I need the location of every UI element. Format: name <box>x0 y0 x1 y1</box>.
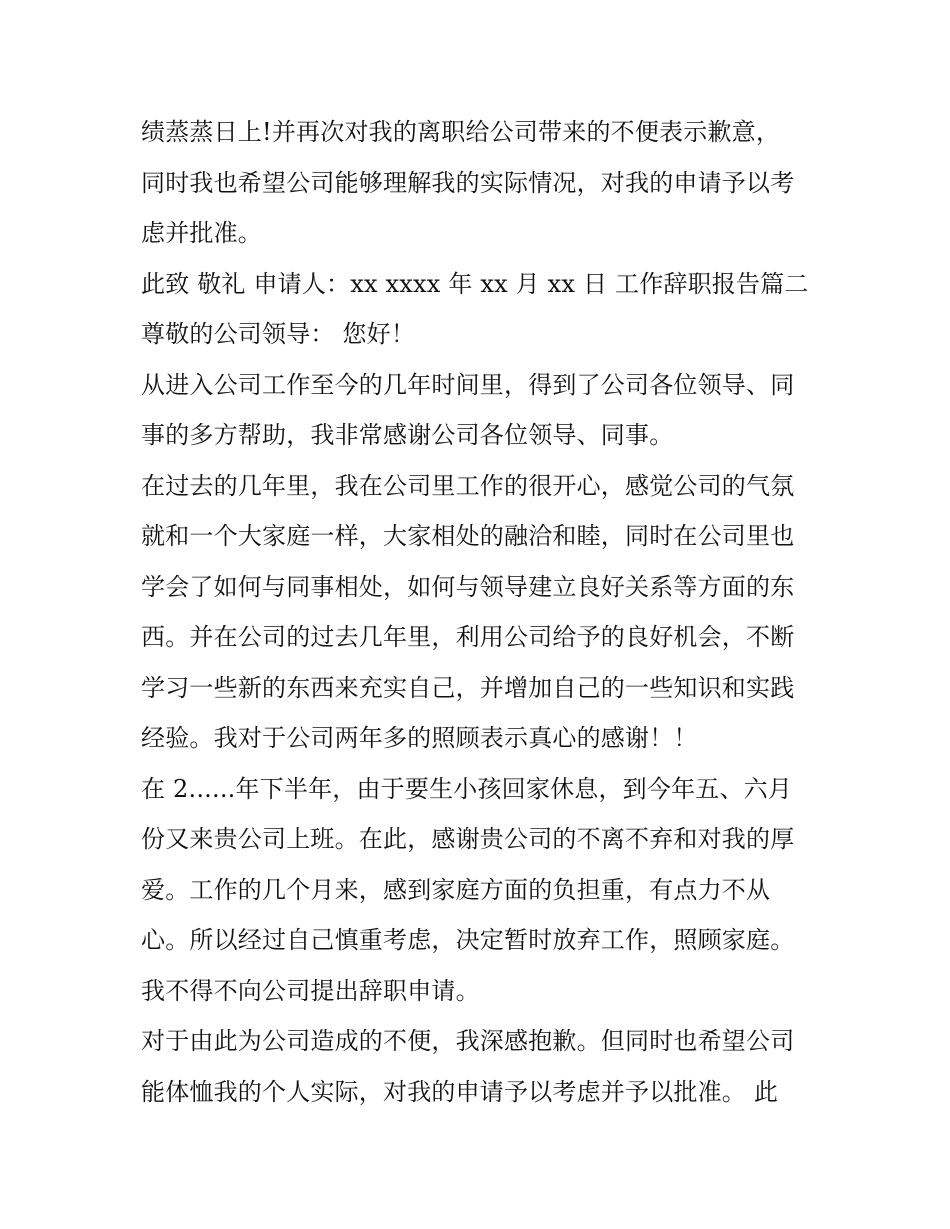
text-line-14: 在 2......年下半年，由于要生小孩回家休息，到今年五、六月 <box>141 774 793 803</box>
text-line-6: 从进入公司工作至今的几年时间里，得到了公司各位领导、同 <box>141 370 795 399</box>
document-body <box>141 107 821 1117</box>
text-line-9: 就和一个大家庭一样，大家相处的融洽和睦，同时在公司里也 <box>141 522 795 550</box>
text-line-2: 同时我也希望公司能够理解我的实际情况，对我的申请予以考 <box>141 168 795 197</box>
text-line-7: 事的多方帮助，我非常感谢公司各位领导、同事。 <box>141 421 674 449</box>
text-line-20: 能体恤我的个人实际，对我的申请予以考虑并予以批准。 此 <box>141 1077 779 1106</box>
text-line-11: 西。并在公司的过去几年里，利用公司给予的良好机会，不断 <box>141 623 795 651</box>
text-line-18: 我不得不向公司提出辞职申请。 <box>141 976 480 1005</box>
text-line-4: 此致 敬礼 申请人：xx xxxx 年 xx 月 xx 日 工作辞职报告篇二 <box>141 269 809 298</box>
text-line-19: 对于由此为公司造成的不便，我深感抱歉。但同时也希望公司 <box>141 1027 795 1055</box>
text-line-16: 爱。工作的几个月来，感到家庭方面的负担重，有点力不从 <box>141 875 771 904</box>
text-line-5: 尊敬的公司领导： 您好！ <box>141 320 416 348</box>
text-line-1: 绩蒸蒸日上!并再次对我的离职给公司带来的不便表示歉意， <box>141 118 781 146</box>
text-line-17: 心。所以经过自己慎重考虑，决定暂时放弃工作，照顾家庭。 <box>141 926 795 954</box>
text-line-10: 学会了如何与同事相处，如何与领导建立良好关系等方面的东 <box>141 572 795 601</box>
text-line-15: 份又来贵公司上班。在此，感谢贵公司的不离不弃和对我的厚 <box>141 825 795 853</box>
text-line-12: 学习一些新的东西来充实自己，并增加自己的一些知识和实践 <box>141 673 795 702</box>
text-line-3: 虑并批准。 <box>141 219 262 247</box>
text-line-13: 经验。我对于公司两年多的照顾表示真心的感谢！！ <box>141 724 698 752</box>
text-line-8: 在过去的几年里，我在公司里工作的很开心，感觉公司的气氛 <box>141 471 795 500</box>
